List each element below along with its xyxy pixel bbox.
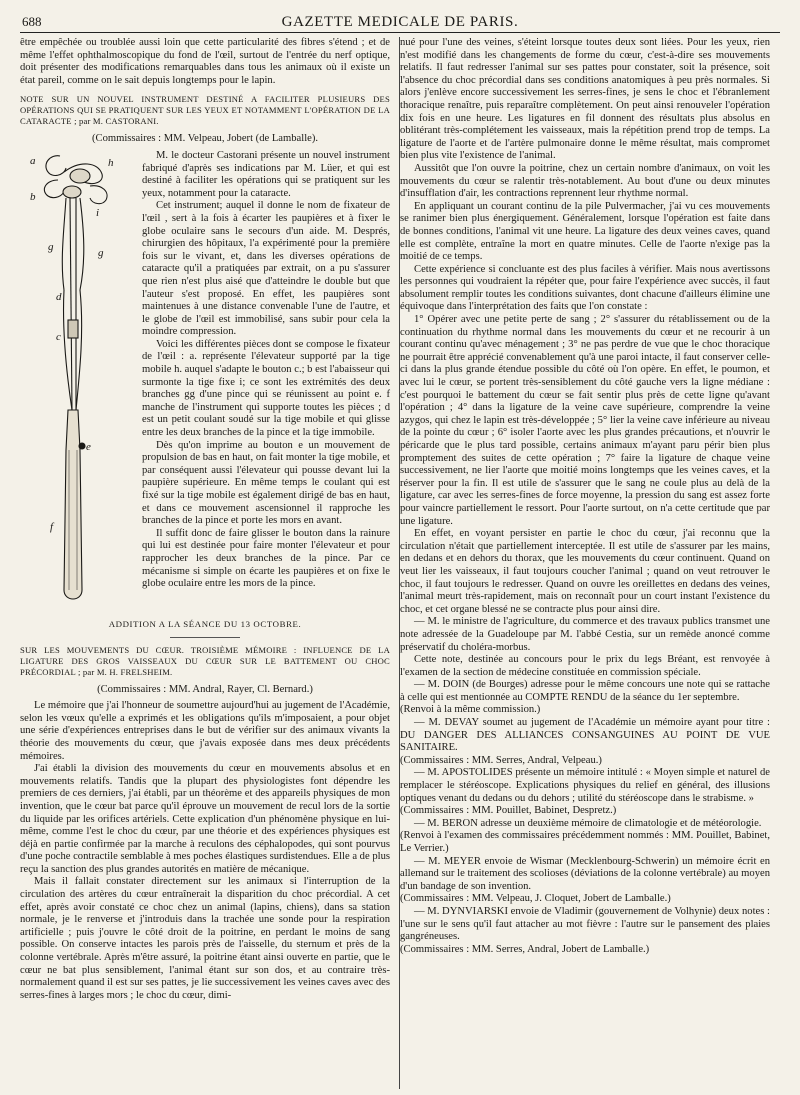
page-header [20,12,780,33]
paragraph: J'ai établi la division des mouvements du cœur en mouvements absolus et en mouvements relatifs. Tandis que la plupart des physiologistes font dépendre les premiers de ces derniers, j'ai établi, par un théorème et des appareils physiques de mon invention, que le cœur bat parce qu'il éprouve un mouvement de recul lors de la sortie du liquide par les orifices artériels. Cette explication d'un phénomène physique en lui-même, comme l'est le choc du cœur, par une théorie et des expériences physiques est déjà en partie confirmée par la marche à reculons des céphalopodes, qui sont pourvus d'une poche contractile semblable à mes poches élastiques surdistendues. Elle a de plus reçu la sanction des plus grandes autorités en matière de mécanique. [20,763,390,875]
paragraph: En appliquant un courant continu de la pile Pulvermacher, j'ai vu ces mouvements se ranimer bien plus énergiquement. Généralement, lorsque l'opération est faite dans de bonnes conditions, l'animal vit une heure. La ligature des deux veines caves, quand elle est complète, entraîne la mort en quatre minutes. Celle de l'aorte n'exige pas la moitié de ce temps. [400,200,770,263]
commissaires: (Commissaires : MM. Pouillet, Babinet, Despretz.) [400,805,617,817]
right-column [400,37,770,1002]
paragraph: 1° Opérer avec une petite perte de sang ; 2° s'assurer du rétablissement ou de la continuation du rhythme normal dans les mouvements du cœur et ne recourir à un courant continu qu'avec ménagement ; 3° ne pas perdre de vue que le choc thoracique ne pourrait être apprécié convenablement qu'à une paroi intacte, il faut conserver celle-ci dans la plus grande étendue possible du côté où l'on opère. En effet, le poumon, et avec lui le cœur, se portent très-sensiblement du côté gauche vers la ligne médiane : c'est pourquoi le battement du cœur se fait sentir plus près de cette ligne qu'avant l'opération ; 4° dans la ligature de la veine cave supérieure, comprendre la veine azygos, qui chez le lapin est très-développée ; 5° lier la veine cave inférieure au niveau de la pointe du cœur ; 6° isoler l'aorte avec les plus grandes précautions, et n'ouvrir le péricarde que le plus tard possible, certains animaux m'ayant paru périr bien plus promptement des suites de cette opération ; 7° faire la ligature de chaque veine successivement, ne lier l'aorte que moitié moins longtemps que les veines caves, et la réserver pour la fin. Il est utile de s'assurer que le sang ne coule plus au delà de la ligature, car avec les serres-fines de force moyenne, la pression du sang est assez forte pour vaincre partiellement le ressort. Pour l'aorte surtout, on n'a cette certitude que par une ligature. [400,314,770,527]
instrument-figure [20,150,138,610]
commissaires: (Commissaires : MM. Serres, Andral, Jobert de Lamballe.) [400,943,650,955]
paragraph: — M. DOIN (de Bourges) adresse pour le même concours une note qui se rattache à celle qui est mentionnée au COMPTE RENDU de la séance du 1er septembre. [400,679,770,703]
commissaires: (Commissaires : MM. Velpeau, J. Cloquet, Jobert de Lamballe.) [400,893,671,905]
column-divider [399,37,400,1089]
commissaires: (Commissaires : MM. Andral, Rayer, Cl. Bernard.) [97,683,313,695]
paragraph: — M. BERON adresse un deuxième mémoire de climatologie et de météorologie. [414,817,762,829]
paragraph: être empêchée ou troublée aussi loin que cette particularité des fibres s'étend ; et de même l'effet ophthalmoscopique du fond de l'œil, surtout de l'entrée du nerf optique, doit présenter des modifications remarquables dans tous les animaux où il existe un état pareil, comme on le sait depuis longtemps pour le lapin. [20,37,390,86]
columns [20,37,780,1002]
paragraph: En effet, en voyant persister en partie le choc du cœur, j'ai reconnu que la circulation n'était que partiellement interceptée. Il est utile de s'assurer par les mains, en dedans et en dehors du thorax, que les mouvements du cœur continuent. Quand on veut lier les vaisseaux, il faut toujours coucher l'animal ; quand on veut retrouver le choc, il faut toujours le redresser. Quand on ouvre les oreillettes en dedans des veines, l'animal meurt très-rapidement, mais on reconnaît pour un court instant l'existence du choc, et cet organe blessé ne se contracte plus pour ainsi dire. [400,528,770,615]
paragraph: Aussitôt que l'on ouvre la poitrine, chez un certain nombre d'animaux, on voit les mouvements du cœur se ralentir très-notablement. Au bout d'une ou deux minutes d'insufflation d'air, les contractions reprennent leur rhythme normal. [400,162,770,200]
paragraph: Mais il fallait constater directement sur les animaux si l'interruption de la circulation des artères du cœur entraînerait la disparition du choc précordial. A cet effet, après avoir constaté ce choc chez un animal (lapins, chiens), dans sa station normale, je le renverse et j'introduis dans la trachée une sonde pour la respiration artificielle ; puis j'ouvre le côté droit de la poitrine, en perdant le moins de sang possible. On conserve intactes les parois près de l'aisselle, du sternum et près de la colonne vertébrale. Après m'être assuré, la poitrine étant ainsi ouverte en partie, que le cœur ne bat plus sensiblement, l'animal étant sur son dos, et au contraire très-normalement quand il est sur ses pattes, je lie successivement les veines caves avec des serres-fines à larges mors ; le choc du cœur, dimi- [20,876,390,1001]
figure-label-f: f [50,520,54,533]
figure-label-d: d [56,290,62,303]
paragraph: M. le docteur Castorani présente un nouvel instrument fabriqué d'après ses indications par M. Lüer, et qui est destiné à faciliter les opérations qui se pratiquent sur les yeux, notamment pour la cataracte. [142,149,390,199]
paragraph: Voici les différentes pièces dont se compose le fixateur de l'œil : a. représente l'élevateur supporté par la tige mobile h. auquel s'adapte le bouton c.; b est l'abaisseur qui surmonte la tige fixe i; ce sont les extrémités des deux branches gg d'une pince qui se réunissent au point e. f manche de l'instrument qui supporte toutes les pièces ; d est un petit coulant soudé sur la tige mobile et qui glisse entre les deux branches de la pince et la tige immobile. [142,338,391,439]
paragraph: — M. DEVAY soumet au jugement de l'Académie un mémoire ayant pour titre : DU DANGER DES ALLIANCES CONSANGUINES AU POINT DE VUE SANITAIRE. [400,717,770,754]
figure-label-g-2: g [98,246,104,259]
figure-label-h: h [108,156,114,169]
paragraph: Cette expérience si concluante est des plus faciles à vérifier. Mais nous avertissons les personnes qui voudraient la répéter que, pour faire l'expérience avec succès, il faut absolument remplir toutes les conditions suivantes, dont chacune d'ailleurs élimine une équivoque dans l'interprétation des faits que l'on constate : [400,263,770,313]
paragraph: Dès qu'on imprime au bouton e un mouvement de propulsion de bas en haut, on fait monter la tige mobile, et par conséquent aussi l'élevateur qui pousse devant lui la paupière supérieure. En même temps le coulant qui est fixé sur la tige mobile est également dirigé de bas en haut, et dans ce mouvement ascensionnel il rapproche les branches de la pince et porte les mors en avant. [142,439,390,527]
paragraph: Il suffit donc de faire glisser le bouton dans la rainure qui lui est destinée pour faire monter l'élevateur et pour rapprocher les deux branches de la pince. Par ce mécanisme si simple on écarte les paupières et on fixe le globe oculaire entre les mors de la pince. [142,527,390,590]
page-number: 688 [22,14,42,29]
paragraph: — M. le ministre de l'agriculture, du commerce et des travaux publics transmet une note adressée de la Guadeloupe par M. l'abbé Cestia, sur un remède anoncé comme préservatif du choléra-morbus. [400,616,770,653]
section-title: NOTE SUR UN NOUVEL INSTRUMENT DESTINÉ A FACILITER PLUSIEURS DES OPÉRATIONS QUI SE PRATIQUENT SUR LES YEUX ET NOTAMMENT L'OPÉRATION DE LA CATARACTE ; par M. CASTORANI. [20,94,390,127]
renvoi-note: (Renvoi à la même commission.) [400,704,541,716]
figure-label-i: i [96,206,100,219]
figure-label-c: c [56,330,61,343]
paragraph: Cet instrument; auquel il donne le nom de fixateur de l'œil , sert à la fois à écarter les paupières et à fixer le globe oculaire sans le secours d'un aide. M. Després, chirurgien des hôpitaux, l'a expérimenté pour la première fois sur le vivant, et, dans les diverses opérations de cataracte qu'il a pratiquées par extrait, on a pu s'assurer que rien n'est plus aisé que d'atteindre le double but que l'auteur s'est proposé. En effet, les paupières sont maintenues à une distance convenable l'une de l'autre, et le globe de l'œil est immobilisé, sans subir pour cela la moindre compression. [142,200,390,338]
paragraph: Le mémoire que j'ai l'honneur de soumettre aujourd'hui au jugement de l'Académie, selon les vœux qu'elle a exprimés et les obligations qu'ils m'imposaient, a pour objet une série d'expériences entreprises dans le but de vérifier sur des animaux vivants la théorie des mouvements du cœur, que j'avais exposée dans mes deux précédents mémoires. [20,700,390,762]
fixateur-illustration [20,150,138,610]
figure-label-e: e [86,440,91,453]
paragraph: — M. DYNVIARSKI envoie de Vladimir (gouvernement de Volhynie) deux notes : l'une sur le sens qu'il faut attacher au mot fièvre : l'autre sur le pansement des plaies gangréneuses. [400,905,770,943]
left-column [20,37,390,1002]
running-head: GAZETTE MEDICALE DE PARIS. [281,14,519,30]
paragraph: Cette note, destinée au concours pour le prix du legs Bréant, est renvoyée à l'examen de la section de médecine constituée en commission spéciale. [400,654,770,678]
paragraph: — M. MEYER envoie de Wismar (Mecklenbourg-Schwerin) un mémoire écrit en allemand sur le traitement des scolioses (déviations de la colonne vertébrale) au moyen d'un bandage de son invention. [400,855,770,892]
heading-rule [170,637,240,638]
commissaires: (Commissaires : MM. Velpeau, Jobert (de Lamballe). [91,133,319,145]
paragraph: — M. APOSTOLIDES présente un mémoire intitulé : « Moyen simple et naturel de remplacer le stéréoscope. Explications physiques du relief en général, des illusions optiques venant du dedans ou du dehors ; utilité du stéréoscope dans le strabisme. » [400,767,770,804]
figure-label-a: a [30,154,36,167]
paragraph: nué pour l'une des veines, s'éteint lorsque toutes deux sont liées. Pour les yeux, rien n'est modifié dans les changements de forme du cœur, c'est-à-dire ses mouvements relatifs. Il faut redresser l'animal sur ses pattes pour constater, soit la présence, soit l'absence du choc précordial dans ses conditions anatomiques à peu près normales. Si alors j'enlève encore successivement les serres-fines, je sens le choc et l'ébranlement thoracique renaître, puis reparaître complètement. On peut ainsi renouveler l'opération dix fois en une heure. Les ligatures en fil donnent des résultats plus absolus en oblitérant très-complétement les vaisseaux, mais la répétition prend trop de temps. La ligature de l'aorte et de l'artère pulmonaire donne le même résultat, mais compromet bien plus vite l'existence de l'animal. [400,37,770,162]
renvoi-note: (Renvoi à l'examen des commissaires précédemment nommés : MM. Pouillet, Babinet, Le Verrier.) [400,830,770,854]
figure-label-g: g [48,240,54,253]
section-title: SUR LES MOUVEMENTS DU CŒUR. TROISIÈME MÉMOIRE : INFLUENCE DE LA LIGATURE DES GROS VAISSEAUX DU CŒUR SUR LE BATTEMENT OU CHOC PRÉCORDIAL ; par M. H. FRELSHEIM. [20,644,390,677]
commissaires: (Commissaires : MM. Serres, Andral, Velpeau.) [400,754,602,766]
figure-label-b: b [30,190,36,203]
addition-heading: ADDITION A LA SÉANCE DU 13 OCTOBRE. [108,618,302,629]
